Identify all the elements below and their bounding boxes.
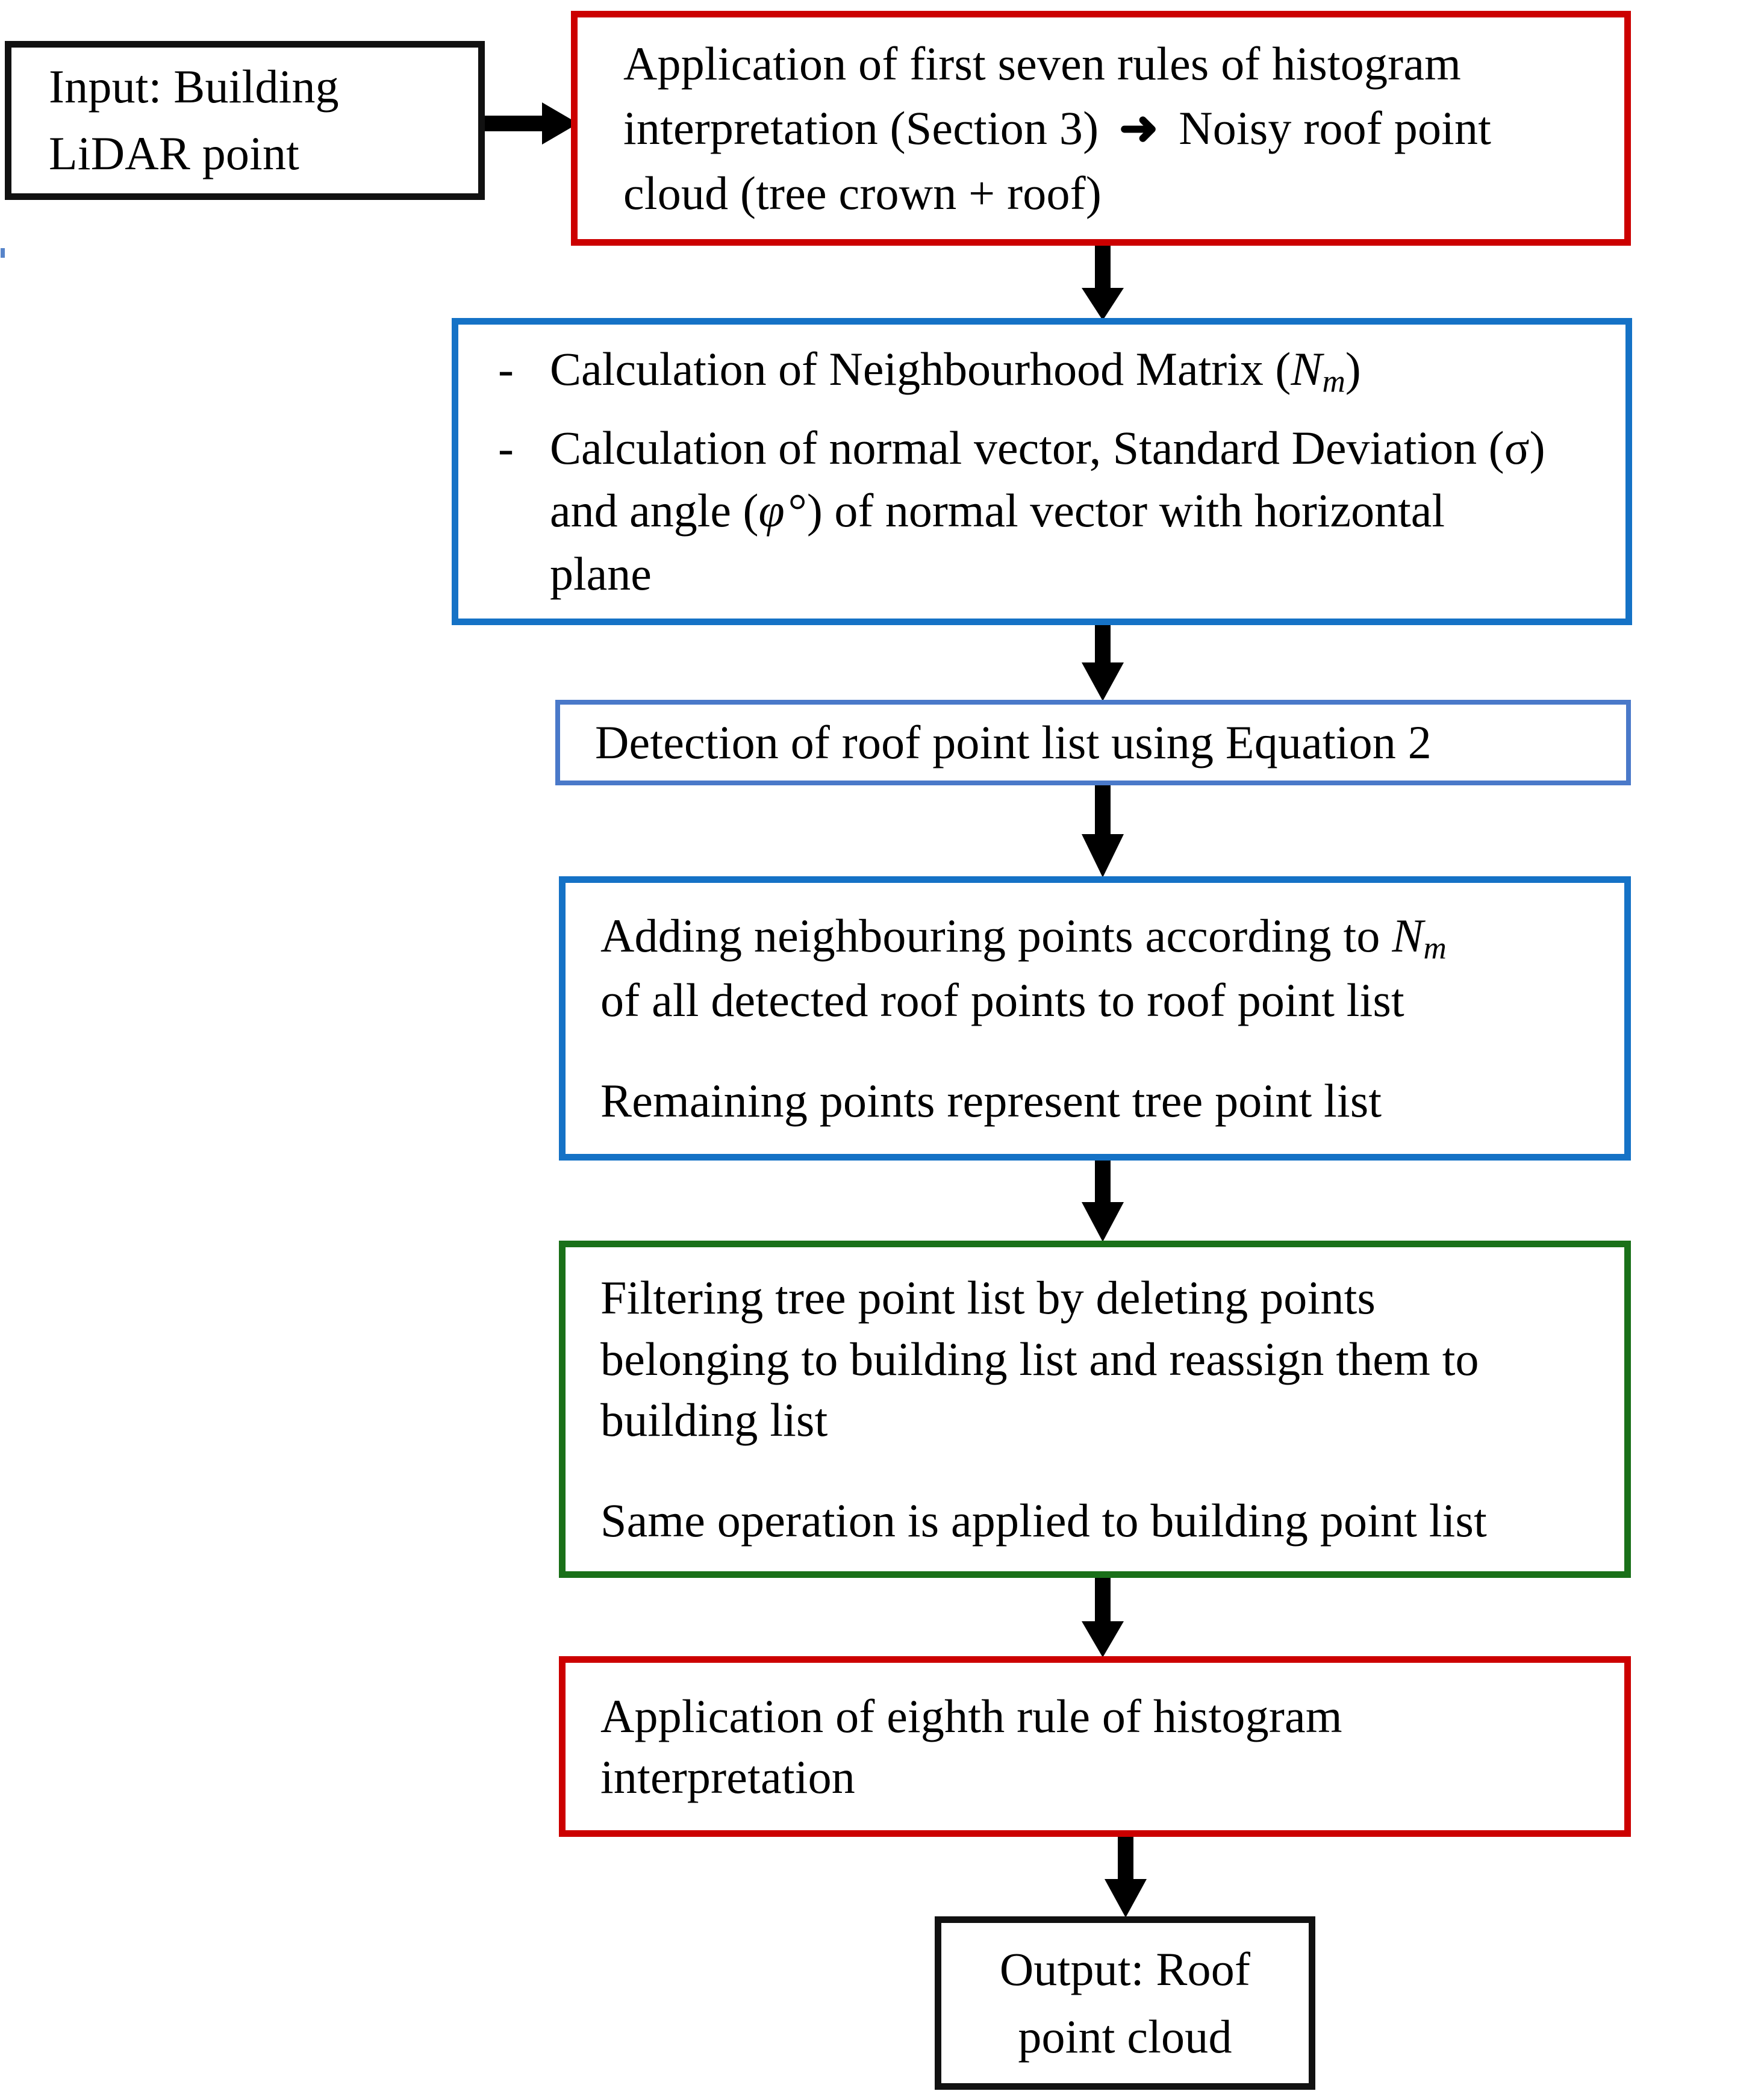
node-adding-line1-a: Adding neighbouring points according to xyxy=(600,909,1392,962)
node-input-line1: Input: Building xyxy=(49,60,339,113)
degree-sign-icon: ° xyxy=(788,484,807,537)
node-rules7-line2-a: interpretation (Section 3) xyxy=(623,102,1099,155)
node-calc-item1 xyxy=(550,338,1601,404)
node-output-roof-point-cloud[interactable] xyxy=(935,1916,1315,2090)
node-rules7-text xyxy=(623,31,1579,226)
node-calc-item1-b: ) xyxy=(1345,342,1361,395)
arrow-filter-to-rule8 xyxy=(1082,1577,1124,1657)
node-output-text xyxy=(975,1936,1275,2071)
node-detect-roof-point-list[interactable] xyxy=(555,700,1631,785)
node-calc-item2-phi-symbol: φ xyxy=(758,484,785,537)
node-adding-line1 xyxy=(600,905,1589,970)
arrow-rules7-to-calc xyxy=(1082,245,1124,320)
node-output-line2: point cloud xyxy=(1018,2010,1232,2063)
node-calc-item2-line3: plane xyxy=(550,547,652,600)
node-rule8-text xyxy=(600,1686,1589,1808)
node-calc-item2-line1: Calculation of normal vector, Standard Deviation (σ) xyxy=(550,421,1545,474)
node-calc-item2 xyxy=(550,417,1601,606)
right-arrow-icon: ➜ xyxy=(1118,102,1159,155)
node-calc-item1-a: Calculation of Neighbourhood Matrix ( xyxy=(550,342,1291,395)
node-adding-line3: Remaining points represent tree point list xyxy=(600,1074,1382,1127)
node-rules7-line1: Application of first seven rules of histogram xyxy=(623,37,1462,90)
node-input-building-lidar-point[interactable] xyxy=(5,41,485,200)
arrow-calc-to-detect xyxy=(1082,624,1124,701)
arrow-adding-to-filter xyxy=(1082,1159,1124,1242)
node-rule8-line2: interpretation xyxy=(600,1751,855,1803)
list-item xyxy=(482,338,1601,404)
node-rules7-line2 xyxy=(623,96,1579,161)
node-filter-line1: Filtering tree point list by deleting points xyxy=(600,1271,1376,1324)
node-adding-line1-subscript: m xyxy=(1423,930,1447,966)
node-calculation-neighbourhood-and-normals[interactable] xyxy=(452,318,1632,625)
node-adding-line2: of all detected roof points to roof point list xyxy=(600,973,1404,1026)
arrow-input-to-rules7 xyxy=(485,102,578,145)
scan-artifact-speck xyxy=(1,248,5,258)
node-apply-first-seven-rules[interactable] xyxy=(571,11,1631,246)
paragraph-gap xyxy=(600,1030,1589,1070)
node-rules7-line2-b: Noisy roof point xyxy=(1179,102,1492,155)
node-add-neighbouring-points[interactable] xyxy=(559,876,1631,1161)
arrow-rule8-to-output xyxy=(1105,1836,1147,1918)
dash-bullet-icon: - xyxy=(498,421,514,474)
node-apply-eighth-rule[interactable] xyxy=(559,1656,1631,1837)
arrow-detect-to-adding xyxy=(1082,784,1124,877)
node-filter-line2: belonging to building list and reassign them to xyxy=(600,1332,1479,1385)
node-rules7-line3: cloud (tree crown + roof) xyxy=(623,166,1102,219)
node-filter-text xyxy=(600,1267,1589,1551)
node-detect-line1: Detection of roof point list using Equation 2 xyxy=(595,716,1432,769)
node-input-text xyxy=(49,54,441,187)
dash-bullet-icon: - xyxy=(498,342,514,395)
node-filter-tree-point-list[interactable] xyxy=(559,1241,1631,1578)
node-calc-item2-line2-b: ) of normal vector with horizontal xyxy=(806,484,1445,537)
node-calc-item2-line2-a: and angle ( xyxy=(550,484,759,537)
list-item xyxy=(482,417,1601,606)
node-detect-text xyxy=(595,712,1591,773)
node-filter-line4: Same operation is applied to building point list xyxy=(600,1494,1487,1547)
node-filter-line3: building list xyxy=(600,1394,828,1446)
node-calc-item1-symbol: N xyxy=(1291,342,1323,395)
node-calc-item1-subscript: m xyxy=(1322,364,1345,399)
node-calc-bullet-list xyxy=(482,338,1601,605)
paragraph-gap xyxy=(600,1450,1589,1490)
node-output-line1: Output: Roof xyxy=(999,1942,1251,1995)
node-rule8-line1: Application of eighth rule of histogram xyxy=(600,1689,1342,1742)
node-adding-line1-symbol: N xyxy=(1392,909,1424,962)
node-calc-item2-line2 xyxy=(550,479,1601,543)
node-input-line2: LiDAR point xyxy=(49,127,300,179)
node-adding-text xyxy=(600,905,1589,1131)
